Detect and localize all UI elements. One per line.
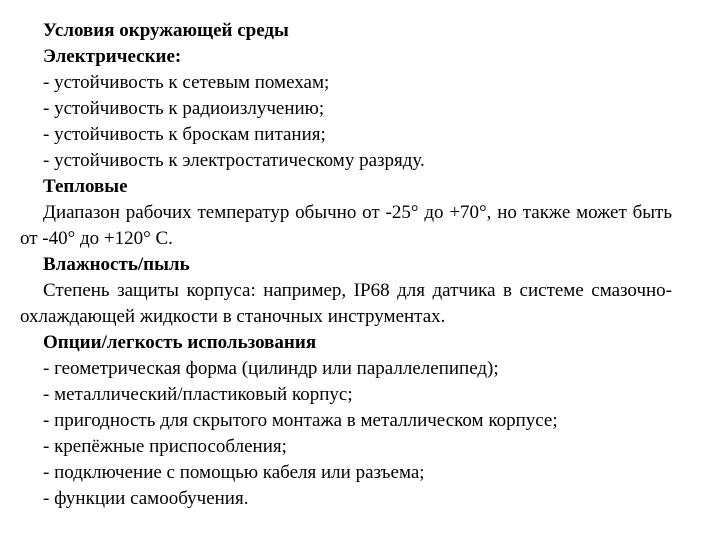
humidity-heading: Влажность/пыль xyxy=(43,254,190,275)
document-body xyxy=(20,18,672,512)
list-item: - устойчивость к броскам питания; xyxy=(43,124,326,145)
thermal-heading: Тепловые xyxy=(43,176,128,197)
list-item: - функции самообучения. xyxy=(43,488,249,509)
list-item: - крепёжные приспособления; xyxy=(43,436,287,457)
list-item: - устойчивость к электростатическому разряду. xyxy=(43,150,425,171)
list-item: - металлический/пластиковый корпус; xyxy=(43,384,353,405)
list-item: - подключение с помощью кабеля или разъема; xyxy=(43,462,425,483)
humidity-paragraph: Степень защиты корпуса: например, IP68 для датчика в системе смазочно-охлаждающей жидкости в станочных инструментах. xyxy=(20,280,672,327)
thermal-paragraph: Диапазон рабочих температур обычно от -25° до +70°, но также может быть от -40° до +120° С. xyxy=(20,202,672,249)
page-title: Условия окружающей среды xyxy=(43,20,289,41)
electrical-heading: Электрические: xyxy=(43,46,182,67)
list-item: - геометрическая форма (цилиндр или параллелепипед); xyxy=(43,358,499,379)
list-item: - устойчивость к радиоизлучению; xyxy=(43,98,325,119)
list-item: - устойчивость к сетевым помехам; xyxy=(43,72,330,93)
list-item: - пригодность для скрытого монтажа в металлическом корпусе; xyxy=(43,410,558,431)
options-heading: Опции/легкость использования xyxy=(43,332,317,353)
